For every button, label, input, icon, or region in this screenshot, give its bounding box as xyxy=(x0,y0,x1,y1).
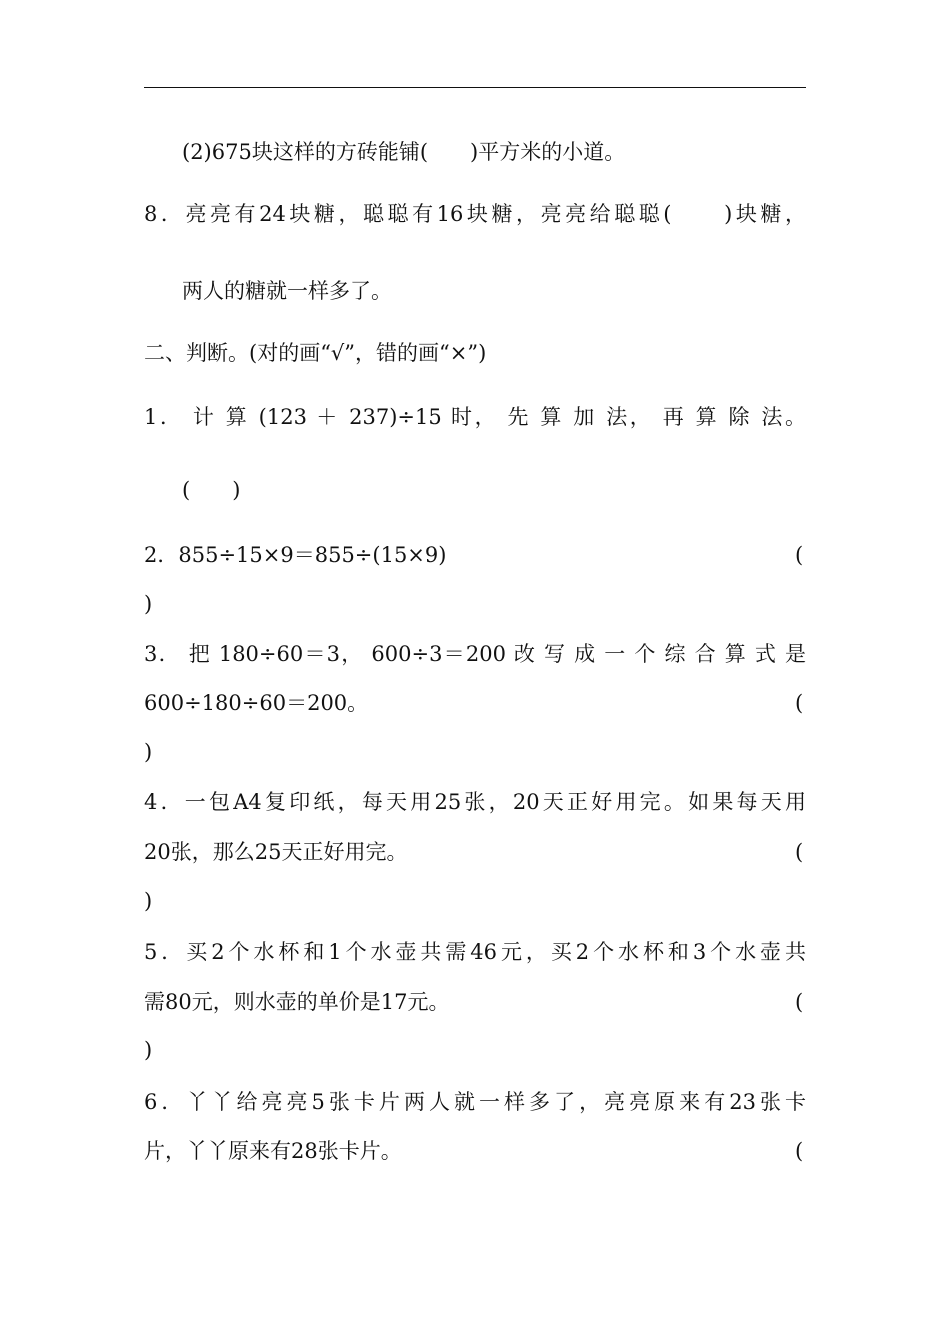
judge-item-2-line-1: 2．855÷15×9＝855÷(15×9) xyxy=(144,543,447,567)
judge-item-2-close-paren: ) xyxy=(144,592,153,616)
question-8-line-1: 8．亮亮有24块糖，聪聪有16块糖，亮亮给聪聪( )块糖， xyxy=(144,202,806,226)
judge-item-3-close-paren: ) xyxy=(144,740,153,764)
judge-item-2-open-paren: ( xyxy=(795,543,804,567)
judge-item-5-close-paren: ) xyxy=(144,1038,153,1062)
judge-item-4-close-paren: ) xyxy=(144,889,153,913)
judge-item-6-line-2: 片，丫丫原来有28张卡片。 xyxy=(144,1139,402,1163)
judge-item-3-line-2: 600÷180÷60＝200。 xyxy=(144,691,369,715)
judge-item-5-open-paren: ( xyxy=(795,990,804,1014)
judge-item-5-line-2: 需80元，则水壶的单价是17元。 xyxy=(144,990,450,1014)
judge-item-4-line-1: 4．一包A4复印纸，每天用25张，20天正好用完。如果每天用 xyxy=(144,790,806,814)
judge-item-1-answer-blank: ( ) xyxy=(182,478,241,502)
question-7-part-2: (2)675块这样的方砖能铺( )平方米的小道。 xyxy=(182,140,626,164)
judge-item-3-open-paren: ( xyxy=(795,691,804,715)
judge-item-6-open-paren: ( xyxy=(795,1139,804,1163)
judge-item-3-line-1: 3． 把 180÷60＝3， 600÷3＝200 改 写 成 一 个 综 合 算 式 是 xyxy=(144,642,806,666)
section-2-heading: 二、判断。(对的画“√”，错的画“×”) xyxy=(144,341,487,365)
judge-item-4-open-paren: ( xyxy=(795,840,804,864)
judge-item-1-line-1: 1． 计 算 (123 ＋ 237)÷15 时， 先 算 加 法， 再 算 除 法。 xyxy=(144,405,806,429)
judge-item-6-line-1: 6．丫丫给亮亮5张卡片两人就一样多了，亮亮原来有23张卡 xyxy=(144,1090,806,1114)
header-rule xyxy=(144,87,806,88)
judge-item-4-line-2: 20张，那么25天正好用完。 xyxy=(144,840,408,864)
judge-item-5-line-1: 5．买2个水杯和1个水壶共需46元，买2个水杯和3个水壶共 xyxy=(144,940,806,964)
question-8-line-2: 两人的糖就一样多了。 xyxy=(182,279,392,303)
